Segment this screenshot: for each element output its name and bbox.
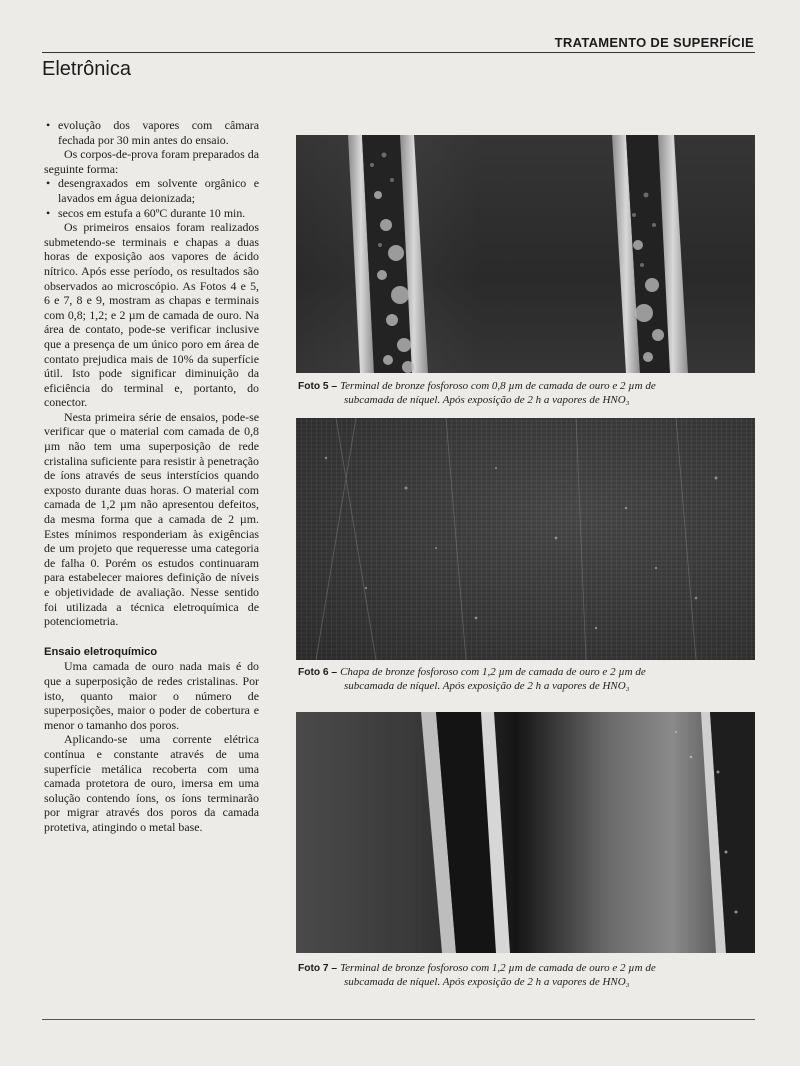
- bullet-list-2: [44, 176, 259, 220]
- photo-7: [296, 712, 755, 953]
- section-title: TRATAMENTO DE SUPERFÍCIE: [554, 35, 754, 50]
- header-rule: [42, 52, 755, 53]
- text-column: [44, 118, 259, 835]
- caption-photo-5: [298, 380, 758, 406]
- caption-line: Terminal de bronze fosforoso com 0,8 µm de camada de ouro e 2 µm de: [340, 380, 656, 392]
- paragraph: Uma camada de ouro nada mais é do que a superposição de redes cristalinas. Por isto, quanto maior o número de superposições, maior o poder de cobertura e menor o tamanho dos poros.: [44, 659, 259, 732]
- caption-label: Foto 5 –: [298, 381, 338, 392]
- subheading: Ensaio eletroquímico: [44, 645, 158, 658]
- caption-line: subcamada de níquel. Após exposição de 2 h a vapores de HNO₃: [344, 975, 630, 988]
- caption-photo-6: [298, 666, 758, 692]
- bullet-item: • desengraxados em solvente orgânico e lavados em água deionizada;: [44, 176, 259, 205]
- paragraph: Os primeiros ensaios foram realizados submetendo-se terminais e chapas a duas horas de exposição aos vapores de ácido nítrico. Após esse período, os resultados são observados ao microscópio. As Fotos 4 e 5, 6 e 7, 8 e 9, mostram as chapas e terminais com 0,8; 1,2; e 2 µm de camada de ouro. Na área de contato, pode-se verificar inclusive que a presença de um único poro em área de contato prejudica mais de 10% da superfície útil. Isto pode significar diminuição da eficiência do terminal e, portanto, do conector.: [44, 220, 259, 410]
- caption-line: Chapa de bronze fosforoso com 1,2 µm de camada de ouro e 2 µm de: [340, 666, 646, 678]
- photo-5-image: [296, 135, 755, 373]
- magazine-name: Eletrônica: [42, 58, 131, 80]
- caption-photo-7: [298, 962, 758, 988]
- paragraph: Nesta primeira série de ensaios, pode-se verificar que o material com camada de 0,8 µm não tem uma superposição de rede cristalina suficiente para resistir à penetração de íons através de seus interstícios quando exposto durante duas horas. O material com camada de 1,2 µm não apresentou defeitos, da mesma forma que a camada de 2 µm. Estes mínimos responderiam às exigências de um projeto que requeresse uma categoria de falha 0. Porém os estudos continuaram para estabelecer maiores definição de níveis e objetividade de avaliação. Nesse sentido foi utilizada a técnica eletroquímica de potenciometria.: [44, 409, 259, 629]
- photo-5: [296, 135, 755, 373]
- photo-6-image: [296, 418, 755, 660]
- caption-line: Terminal de bronze fosforoso com 1,2 µm de camada de ouro e 2 µm de: [340, 962, 656, 974]
- caption-label: Foto 7 –: [298, 963, 338, 974]
- caption-label: Foto 6 –: [298, 667, 338, 678]
- photo-7-image: [296, 712, 755, 953]
- photo-6: [296, 418, 755, 660]
- bullet-list-1: [44, 118, 259, 147]
- caption-line: subcamada de níquel. Após exposição de 2 h a vapores de HNO₃: [344, 393, 630, 406]
- bullet-item: • evolução dos vapores com câmara fechada por 30 min antes do ensaio.: [44, 118, 259, 147]
- bullet-item: • secos em estufa a 60ºC durante 10 min.: [44, 206, 259, 221]
- caption-line: subcamada de níquel. Após exposição de 2 h a vapores de HNO₃: [344, 679, 630, 692]
- paragraph: Aplicando-se uma corrente elétrica contínua e constante através de uma superfície metálica recoberta com uma camada protetora de ouro, imersa em uma solução contendo íons, os íons terminarão por migrar através dos poros da camada protetiva, atingindo o metal base.: [44, 732, 259, 834]
- footer-rule: [42, 1019, 755, 1020]
- paragraph: Os corpos-de-prova foram preparados da seguinte forma:: [44, 147, 259, 176]
